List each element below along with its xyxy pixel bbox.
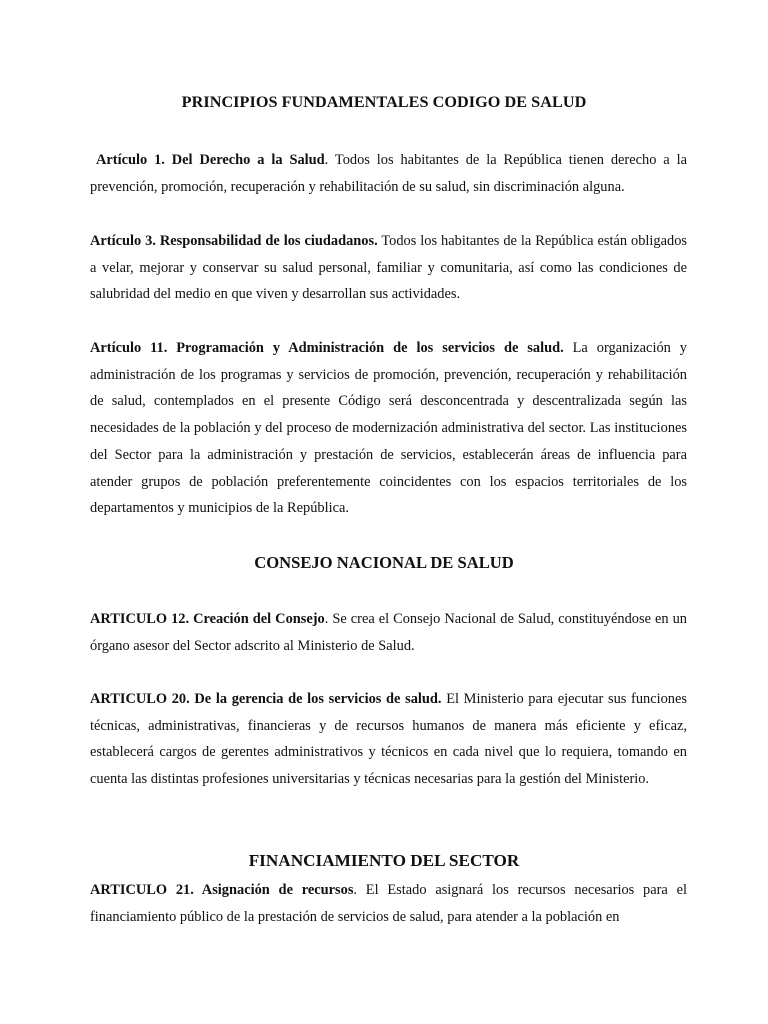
article-21: [90, 877, 687, 930]
article-20: [90, 686, 687, 793]
article-21-text: . El Estado asignará los recursos necesarios para el financiamiento público de la prestación de servicios de salud, para atender a la población en: [90, 882, 687, 925]
article-12-label: ARTICULO 12. Creación del Consejo: [90, 611, 325, 627]
article-3-text: Todos los habitantes de la República están obligados a velar, mejorar y conservar su salud personal, familiar y comunitaria, así como las condiciones de salubridad del medio en que viven y desarrollan sus actividades.: [90, 233, 687, 303]
article-20-label: ARTICULO 20. De la gerencia de los servicios de salud.: [90, 691, 442, 707]
article-11-label: Artículo 11. Programación y Administración de los servicios de salud.: [90, 340, 564, 356]
article-1: [90, 147, 687, 200]
article-3: [90, 228, 687, 308]
section-heading-financiamiento: FINANCIAMIENTO DEL SECTOR: [248, 851, 520, 870]
article-3-label: Artículo 3. Responsabilidad de los ciudadanos.: [90, 233, 378, 249]
article-11: [90, 335, 687, 522]
article-1-text: . Todos los habitantes de la República tienen derecho a la prevención, promoción, recuperación y rehabilitación de su salud, sin discriminación alguna.: [90, 152, 687, 195]
section-heading-consejo: CONSEJO NACIONAL DE SALUD: [254, 553, 514, 572]
article-21-label: ARTICULO 21. Asignación de recursos: [90, 882, 354, 898]
article-20-text: El Ministerio para ejecutar sus funciones técnicas, administrativas, financieras y de recursos humanos de manera más eficiente y eficaz, establecerá cargos de gerentes administrativos y técnicos en cada nivel que lo requiera, tomando en cuenta las distintas profesiones universitarias y técnicas necesarias para la gestión del Ministerio.: [90, 691, 687, 788]
document-title: PRINCIPIOS FUNDAMENTALES CODIGO DE SALUD: [181, 93, 587, 111]
article-1-label: Artículo 1. Del Derecho a la Salud: [96, 152, 325, 168]
article-11-text: La organización y administración de los programas y servicios de promoción, prevención, recuperación y rehabilitación de salud, contemplados en el presente Código será desconcentrada y descentralizada según las necesidades de la población y del proceso de modernización administrativa del sector. Las instituciones del Sector para la administración y prestación de servicios, establecerán áreas de influencia para atender grupos de población preferentemente coincidentes con los espacios territoriales de los departamentos y municipios de la República.: [90, 340, 687, 517]
article-12-text: . Se crea el Consejo Nacional de Salud, constituyéndose en un órgano asesor del Sector adscrito al Ministerio de Salud.: [90, 611, 687, 654]
article-12: [90, 606, 687, 659]
